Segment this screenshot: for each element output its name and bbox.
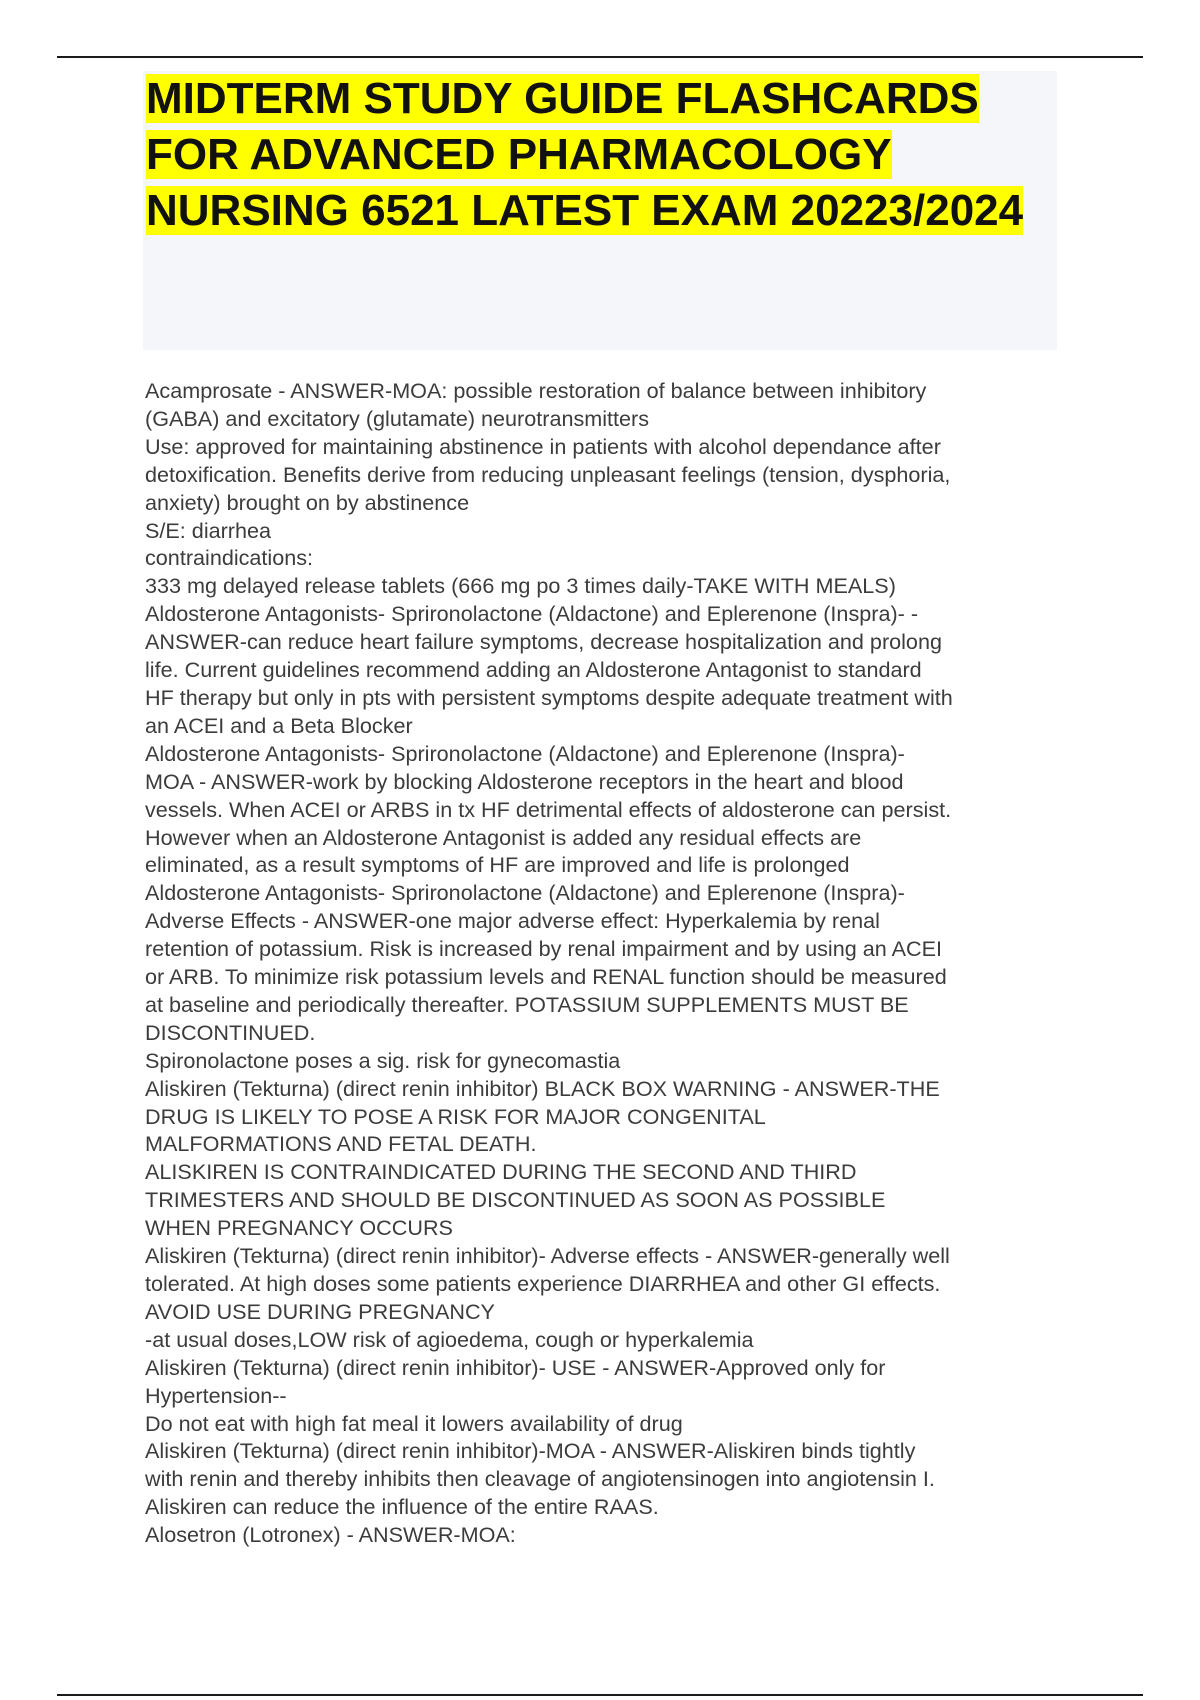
text-line: AVOID USE DURING PREGNANCY [145,1298,495,1324]
text-line: Aliskiren (Tekturna) (direct renin inhibitor)- USE - ANSWER-Approved only for [145,1354,886,1380]
text-line: anxiety) brought on by abstinence [145,489,470,515]
text-line: Do not eat with high fat meal it lowers availability of drug [145,1410,683,1436]
bottom-rule [57,1694,1143,1696]
text-line: life. Current guidelines recommend adding an Aldosterone Antagonist to standard [145,657,922,683]
text-line: MALFORMATIONS AND FETAL DEATH. [145,1131,537,1157]
text-line: (GABA) and excitatory (glutamate) neurotransmitters [145,405,650,431]
text-line: at baseline and periodically thereafter. POTASSIUM SUPPLEMENTS MUST BE [145,991,909,1017]
text-line: ANSWER-can reduce heart failure symptoms, decrease hospitalization and prolong [145,629,942,655]
text-line: tolerated. At high doses some patients experience DIARRHEA and other GI effects. [145,1271,941,1296]
text-line: Aliskiren (Tekturna) (direct renin inhibitor) BLACK BOX WARNING - ANSWER-THE [145,1075,940,1101]
text-line: Spironolactone poses a sig. risk for gynecomastia [145,1047,621,1073]
text-line: an ACEI and a Beta Blocker [145,712,413,738]
text-line: S/E: diarrhea [145,517,272,543]
text-line: detoxification. Benefits derive from reducing unpleasant feelings (tension, dysphoria, [145,461,951,487]
text-line: eliminated, as a result symptoms of HF are improved and life is prolonged [145,852,850,878]
top-rule [57,56,1143,58]
text-line: or ARB. To minimize risk potassium levels and RENAL function should be measured [145,964,947,990]
text-line: Aliskiren (Tekturna) (direct renin inhibitor)-MOA - ANSWER-Aliskiren binds tightly [145,1438,916,1464]
text-line: Aldosterone Antagonists- Sprironolactone (Aldactone) and Eplerenone (Inspra)- [145,880,905,906]
text-line: Hypertension-- [145,1382,287,1408]
title-block [143,71,1057,350]
text-line: Acamprosate - ANSWER-MOA: possible restoration of balance between inhibitory [145,378,927,403]
text-line: Aliskiren can reduce the influence of the entire RAAS. [145,1494,659,1520]
text-line: vessels. When ACEI or ARBS in tx HF detrimental effects of aldosterone can persist. [145,796,952,822]
text-line: TRIMESTERS AND SHOULD BE DISCONTINUED AS SOON AS POSSIBLE [145,1187,886,1213]
text-line: Aldosterone Antagonists- Sprironolactone (Aldactone) and Eplerenone (Inspra)- [145,740,905,766]
text-line: retention of potassium. Risk is increased by renal impairment and by using an ACEI [145,936,942,962]
text-line: Use: approved for maintaining abstinence in patients with alcohol dependance after [145,433,941,459]
text-line: DRUG IS LIKELY TO POSE A RISK FOR MAJOR CONGENITAL [145,1103,766,1129]
text-line: ALISKIREN IS CONTRAINDICATED DURING THE SECOND AND THIRD [145,1159,857,1185]
text-line: MOA - ANSWER-work by blocking Aldosterone receptors in the heart and blood [145,768,904,794]
flashcard-text-body [145,377,1060,1549]
text-line: Aliskiren (Tekturna) (direct renin inhibitor)- Adverse effects - ANSWER-generally well [145,1243,950,1269]
text-line: DISCONTINUED. [145,1019,316,1045]
text-line: Adverse Effects - ANSWER-one major adverse effect: Hyperkalemia by renal [145,908,880,934]
text-line: However when an Aldosterone Antagonist is added any residual effects are [145,824,862,850]
text-line: Aldosterone Antagonists- Sprironolactone (Aldactone) and Eplerenone (Inspra)- - [145,601,919,627]
document-title-text: MIDTERM STUDY GUIDE FLASHCARDS FOR ADVANCED PHARMACOLOGY NURSING 6521 LATEST EXAM 20223/2024 [146,74,1024,235]
text-line: -at usual doses,LOW risk of agioedema, cough or hyperkalemia [145,1326,754,1352]
text-line: 333 mg delayed release tablets (666 mg po 3 times daily-TAKE WITH MEALS) [145,573,896,599]
text-line: contraindications: [145,545,314,571]
text-line: with renin and thereby inhibits then cleavage of angiotensinogen into angiotensin I. [145,1466,935,1492]
document-title [143,71,1046,239]
text-line: HF therapy but only in pts with persistent symptoms despite adequate treatment with [145,684,953,710]
text-line: WHEN PREGNANCY OCCURS [145,1215,453,1241]
text-line: Alosetron (Lotronex) - ANSWER-MOA: [145,1522,516,1548]
